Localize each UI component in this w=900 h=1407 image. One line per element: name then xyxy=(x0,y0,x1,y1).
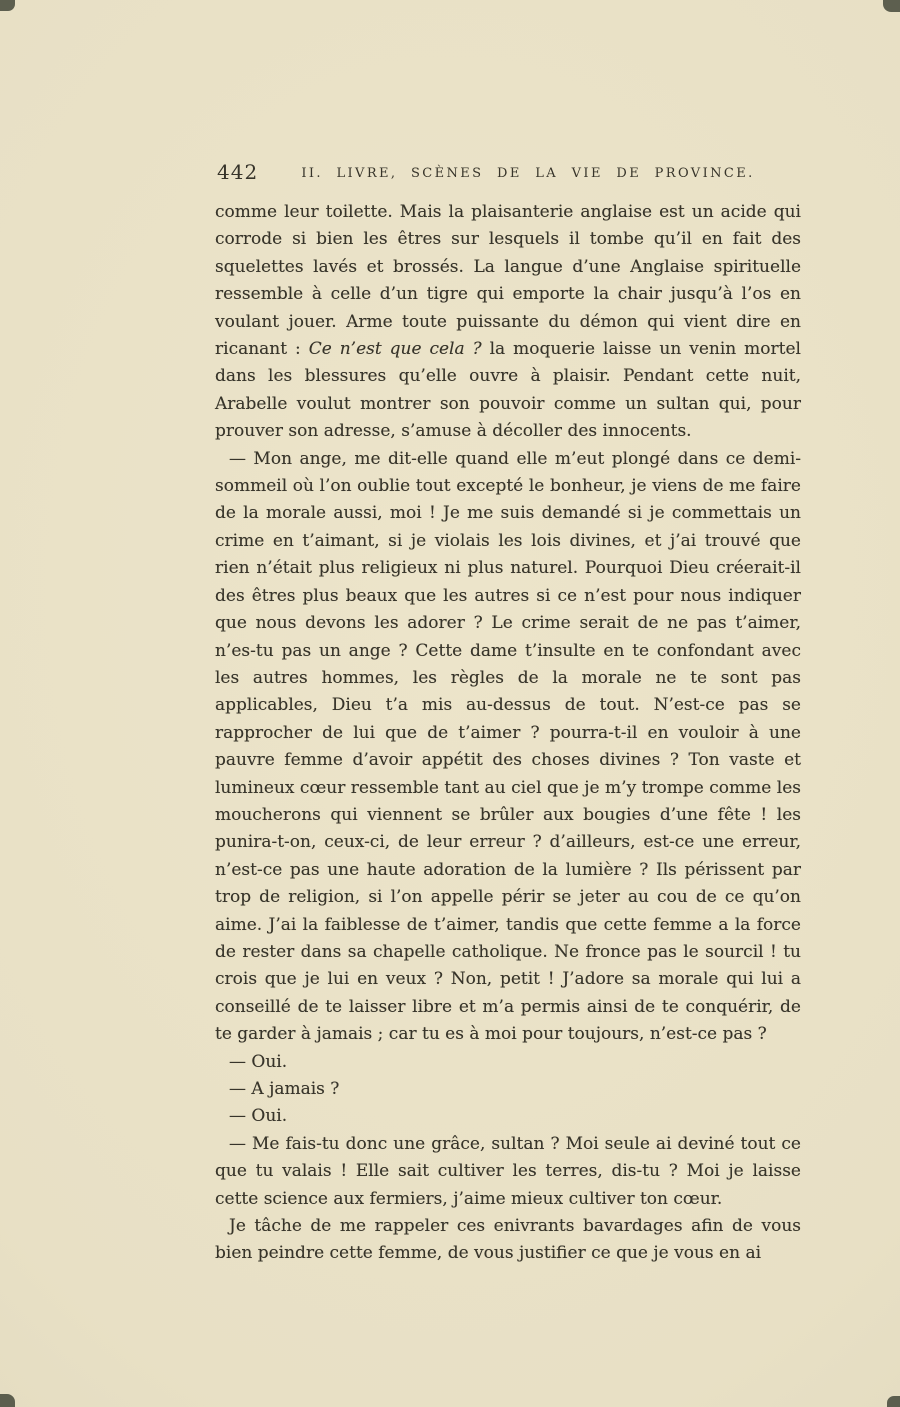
page-number: 442 xyxy=(217,160,259,184)
text-run: la moquerie laisse un venin mortel dans les blessures qu’elle ouvre à plaisir. Pendant cette nuit, Arabelle voulut montrer son pouvoir comme un sultan qui, pour prouver son adresse, s’amuse à décoller des innocents. xyxy=(215,339,801,442)
page-body xyxy=(215,199,801,1268)
scan-corner-artifact xyxy=(0,0,15,11)
text-run: — Mon ange, me dit-elle quand elle m’eut plongé dans ce demi-sommeil où l’on oublie tout excepté le bonheur, je viens de me faire de la morale aussi, moi ! Je me suis demandé si je commettais un crime en t’aimant, si je violais les lois divines, et j’ai trouvé que rien n’était plus religieux ni plus naturel. Pourquoi Dieu créerait-il des êtres plus beaux que les autres si ce n’est pour nous indiquer que nous devons les adorer ? Le crime serait de ne pas t’aimer, n’es-tu pas un ange ? Cette dame t’insulte en te confondant avec les autres hommes, les règles de la morale ne te sont pas applicables, Dieu t’a mis au-dessus de tout. N’est-ce pas se rapprocher de lui que de t’aimer ? pourra-t-il en vouloir à une pauvre femme d’avoir appétit des choses divines ? Ton vaste et lumineux cœur ressemble tant au ciel que je m’y trompe comme les moucherons qui viennent se brûler aux bougies d’une fête ! les punira-t-on, ceux-ci, de leur erreur ? d’ailleurs, est-ce une erreur, n’est-ce pas une haute adoration de la lumière ? Ils périssent par trop de religion, si l’on appelle périr se jeter au cou de ce qu’on aime. J’ai la faiblesse de t’aimer, tandis que cette femme a la force de rester dans sa chapelle catholique. Ne fronce pas le sourcil ! tu crois que je lui en veux ? Non, petit ! J’adore sa morale qui lui a conseillé de te laisser libre et m’a permis ainsi de te conquérir, de te garder à jamais ; car tu es à moi pour toujours, n’est-ce pas ? xyxy=(215,448,801,1045)
running-head xyxy=(215,160,801,188)
text-run: — Oui. xyxy=(229,1106,288,1127)
text-run: Je tâche de me rappeler ces enivrants bavardages afin de vous bien peindre cette femme, de vous justifier ce que je vous en ai xyxy=(215,1216,801,1264)
text-run: comme leur toilette. Mais la plaisanterie anglaise est un acide qui corrode si bien les êtres sur lesquels il tombe qu’il en fait des squelettes lavés et brossés. La langue d’une Anglaise spirituelle ressemble à celle d’un tigre qui emporte la chair jusqu’à l’os en voulant jouer. Arme toute puissante du démon qui vient dire en ricanant : xyxy=(215,202,801,360)
scan-corner-artifact xyxy=(0,1394,15,1407)
running-title: II. LIVRE, SCÈNES DE LA VIE DE PROVINCE. xyxy=(301,166,755,181)
paragraph xyxy=(215,1049,801,1076)
text-run: — Me fais-tu donc une grâce, sultan ? Moi seule ai deviné tout ce que tu valais ! Elle sait cultiver les terres, dis-tu ? Moi je laisse cette science aux fermiers, j’aime mieux cultiver ton cœur. xyxy=(215,1133,801,1209)
paragraph xyxy=(215,446,801,1049)
text-run: — Oui. xyxy=(229,1051,288,1072)
paragraph xyxy=(215,199,801,446)
paragraph xyxy=(215,1103,801,1130)
italic-text-run: Ce n’est que cela ? xyxy=(308,339,482,360)
scan-corner-artifact xyxy=(887,1396,900,1407)
paragraph xyxy=(215,1076,801,1103)
scan-corner-artifact xyxy=(883,0,900,12)
paragraph xyxy=(215,1131,801,1213)
text-run: — A jamais ? xyxy=(229,1079,340,1099)
paragraph xyxy=(215,1213,801,1268)
